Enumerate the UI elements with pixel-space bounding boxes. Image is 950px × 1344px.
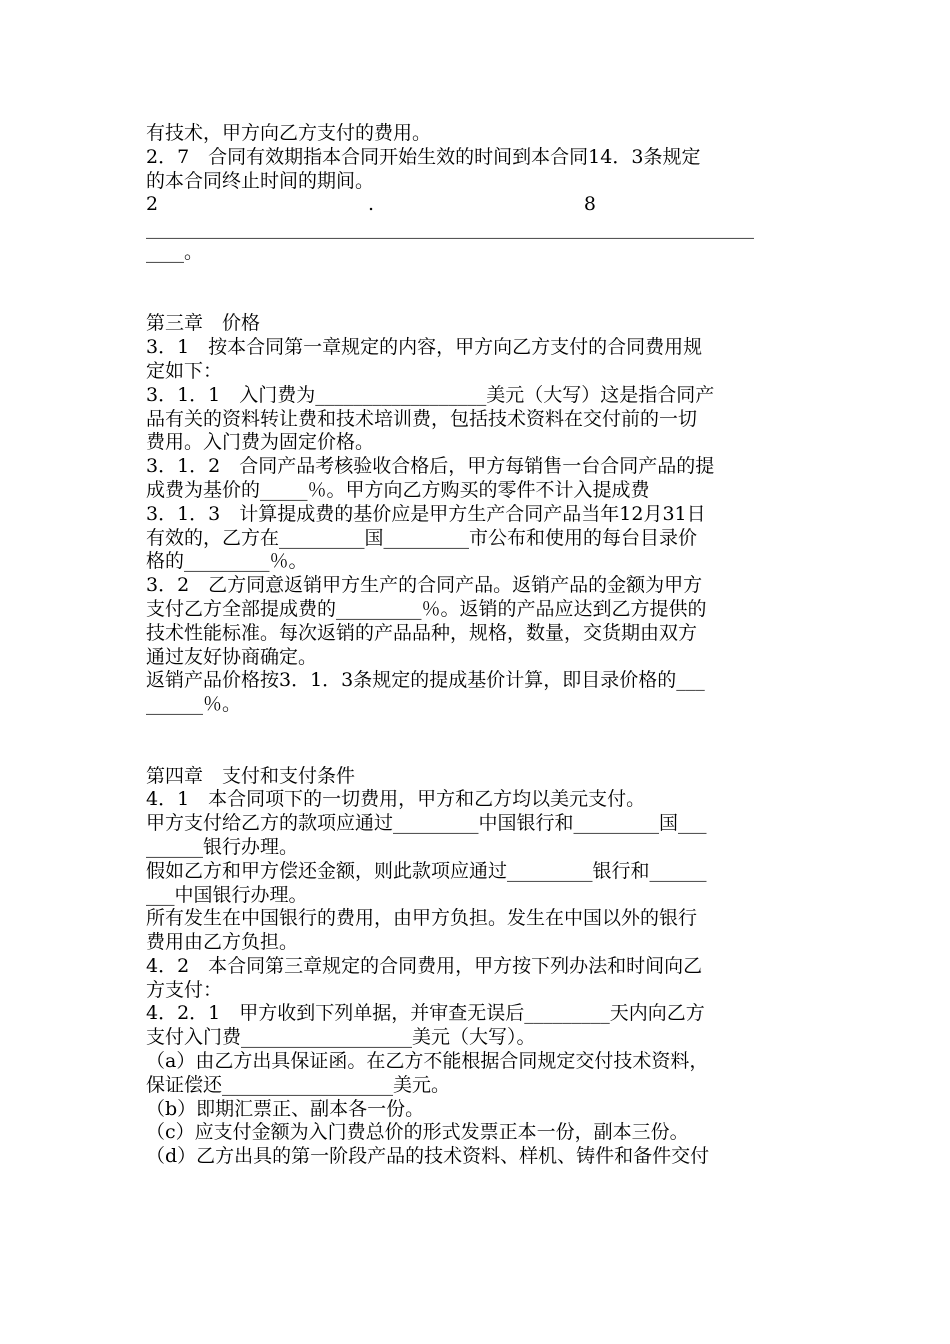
text-line: 4．1 本合同项下的一切费用，甲方和乙方均以美元支付。 bbox=[146, 788, 646, 811]
blank-underline-end: ____。 bbox=[146, 240, 204, 263]
text-line: 有技术，甲方向乙方支付的费用。 bbox=[146, 122, 432, 144]
text-line: 通过友好协商确定。 bbox=[146, 645, 318, 668]
text-line: 3．1．2 合同产品考核验收合格后，甲方每销售一台合同产品的提 bbox=[146, 455, 715, 478]
text-line: 费用。入门费为固定价格。 bbox=[146, 431, 375, 454]
text-line: （b）即期汇票正、副本各一份。 bbox=[146, 1097, 425, 1120]
clause-number-part: 8 bbox=[583, 193, 596, 216]
text-line: 支付乙方全部提成费的_________％。返销的产品应达到乙方提供的 bbox=[146, 597, 707, 620]
text-line: 品有关的资料转让费和技术培训费，包括技术资料在交付前的一切 bbox=[146, 407, 698, 430]
chapter-3-title: 第三章 价格 bbox=[146, 312, 261, 335]
spacer bbox=[146, 265, 810, 289]
spacer bbox=[146, 717, 810, 741]
text-line: 4．2．1 甲方收到下列单据，并审查无误后_________天内向乙方 bbox=[146, 1002, 705, 1025]
text-line: 方支付： bbox=[146, 978, 223, 1001]
text-line: ______％。 bbox=[146, 693, 242, 716]
text-line: 返销产品价格按3．1．3条规定的提成基价计算，即目录价格的___ bbox=[146, 669, 705, 692]
text-line: （c）应支付金额为入门费总价的形式发票正本一份，副本三份。 bbox=[146, 1121, 689, 1144]
text-line: 技术性能标准。每次返销的产品品种，规格，数量，交货期由双方 bbox=[146, 621, 698, 644]
text-line: 假如乙方和甲方偿还金额，则此款项应通过_________银行和______ bbox=[146, 859, 707, 882]
text-line: 3．1．3 计算提成费的基价应是甲方生产合同产品当年12月31日 bbox=[146, 502, 706, 525]
document-page bbox=[146, 122, 810, 1169]
spacer bbox=[146, 741, 810, 765]
clause-number-part: . bbox=[367, 193, 375, 216]
text-line: （a）由乙方出具保证函。在乙方不能根据合同规定交付技术资料， bbox=[146, 1050, 709, 1073]
chapter-4-title: 第四章 支付和支付条件 bbox=[146, 764, 356, 787]
clause-number-part: 2 bbox=[146, 193, 159, 216]
text-line: 甲方支付给乙方的款项应通过_________中国银行和_________国___ bbox=[146, 812, 707, 835]
text-line: 所有发生在中国银行的费用，由甲方负担。发生在中国以外的银行 bbox=[146, 907, 698, 930]
text-line: 3．2 乙方同意返销甲方生产的合同产品。返销产品的金额为甲方 bbox=[146, 574, 703, 597]
text-line: 的本合同终止时间的期间。 bbox=[146, 169, 375, 192]
text-line: 保证偿还__________________美元。 bbox=[146, 1073, 451, 1096]
text-line: 费用由乙方负担。 bbox=[146, 931, 299, 954]
text-line: 4．2 本合同第三章规定的合同费用，甲方按下列办法和时间向乙 bbox=[146, 954, 703, 977]
text-line: 支付入门费__________________美元（大写）。 bbox=[146, 1026, 536, 1049]
blank-underline: ________________________________________________________________ bbox=[146, 217, 754, 240]
text-line: 定如下： bbox=[146, 359, 223, 382]
text-line: 2．7 合同有效期指本合同开始生效的时间到本合同14．3条规定 bbox=[146, 145, 701, 168]
text-line: 3．1 按本合同第一章规定的内容，甲方向乙方支付的合同费用规 bbox=[146, 336, 703, 359]
clause-2-8-number bbox=[146, 193, 596, 217]
text-line: ______银行办理。 bbox=[146, 835, 299, 858]
text-line: 成费为基价的_____％。甲方向乙方购买的零件不计入提成费 bbox=[146, 478, 650, 501]
text-line: 格的_________％。 bbox=[146, 550, 308, 573]
text-line: 3．1．1 入门费为__________________美元（大写）这是指合同产 bbox=[146, 383, 715, 406]
text-line: 有效的，乙方在_________国_________市公布和使用的每台目录价 bbox=[146, 526, 698, 549]
text-line: ___中国银行办理。 bbox=[146, 883, 308, 906]
text-line: （d）乙方出具的第一阶段产品的技术资料、样机、铸件和备件交付 bbox=[146, 1145, 710, 1168]
spacer bbox=[146, 289, 810, 313]
